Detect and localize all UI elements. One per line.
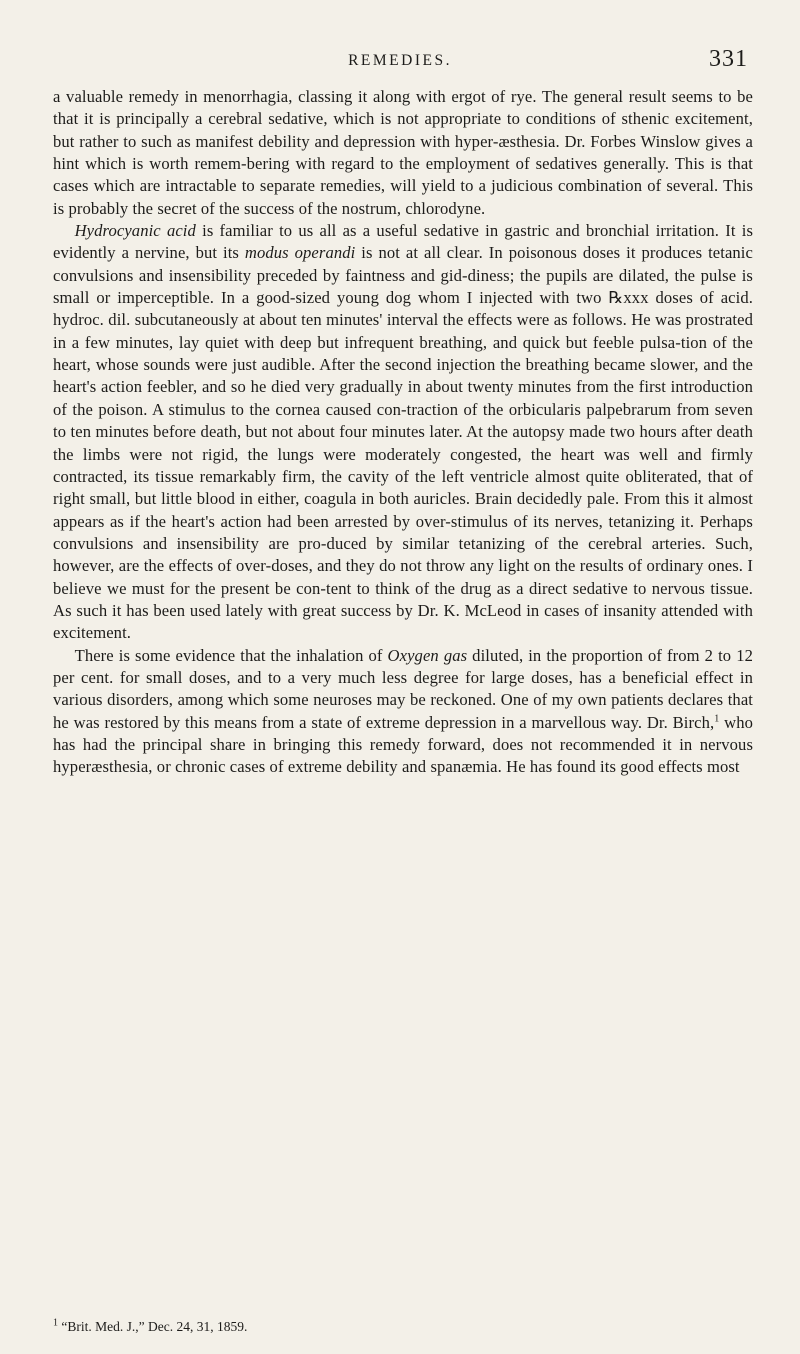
- paragraph-text: a valuable remedy in menorrhagia, classing it along with ergot of rye. The general result seems to be that it is principally a cerebral sedative, which is not appropriate to conditions of sthenic excitement, but rather to such as manifest debility and depression with hyper-æsthesia. Dr. Forbes Winslow gives a hint which is worth remem-bering with regard to the employment of sedatives generally. This is that cases which are intractable to separate remedies, will yield to a judicious combination of several. This is probably the secret of the success of the nostrum, chlorodyne.: [53, 87, 753, 218]
- paragraph-chlorodyne: [53, 86, 753, 220]
- term-hydrocyanic-acid: Hydrocyanic acid: [74, 221, 196, 241]
- paragraph-oxygen-gas: [53, 645, 753, 779]
- paragraph-text: There is some evidence that the inhalation of: [74, 645, 388, 665]
- footnote-text: “Brit. Med. J.,” Dec. 24, 31, 1859.: [61, 1319, 248, 1334]
- term-oxygen-gas: Oxygen gas: [387, 645, 468, 665]
- paragraph-text: is not at all clear. In poisonous doses it produces tetanic convulsions and insensibility preceded by faintness and gid-diness; the pupils are dilated, the pulse is small or imperceptible. In a good-sized young dog whom I injected with two ℞xxx doses of acid. hydroc. dil. subcutaneously at about ten minutes' interval the effects were as follows. He was prostrated in a few minutes, lay quiet with deep but infrequent breathing, and quick but feeble pulsa-tion of the heart, whose sounds were just audible. After the second injection the breathing became slower, and the heart's action feebler, and so he died very gradually in about twenty minutes from the first introduction of the poison. A stimulus to the cornea caused con-traction of the orbicularis palpebrarum from seven to ten minutes before death, but not about four minutes later. At the autopsy made two hours after death the limbs were not rigid, the lungs were moderately congested, the heart was well and firmly contracted, its tissue remarkably firm, the cavity of the left ventricle almost quite obliterated, that of right small, but little blood in either, coagula in both auricles. Brain decidedly pale. From this it almost appears as if the heart's action had been arrested by over-stimulus of its nerves, tetanizing it. Perhaps convulsions and insensibility are pro-duced by similar tetanizing of the cerebral arteries. Such, however, are the effects of over-doses, and they do not throw any light on the results of ordinary ones. I believe we must for the present be con-tent to think of the drug as a direct sedative to nervous tissue. As such it has been used lately with great success by Dr. K. McLeod in cases of insanity attended with excitement.: [53, 243, 753, 643]
- running-head: [0, 46, 800, 78]
- paragraph-text: diluted, in the proportion of from 2 to 12 per cent. for small doses, and to a very much less degree for large doses, has a beneficial effect in various disorders, among which some neuroses may be reckoned. One of my own patients declares that he was restored by this means from a state of extreme depression in a marvellous way. Dr. Birch,: [53, 645, 753, 732]
- footnote: [53, 1318, 753, 1336]
- paragraph-hydrocyanic-acid: [53, 220, 753, 645]
- paragraph-text: is familiar to us all as a useful sedative in gastric and bronchial irritation. It is evidently a nervine, but its: [53, 221, 753, 263]
- page-number: 331: [709, 46, 748, 72]
- footnote-marker: 1: [53, 1317, 58, 1329]
- body-text: [53, 86, 753, 779]
- term-modus-operandi: modus operandi: [244, 243, 356, 263]
- running-title: REMEDIES.: [348, 52, 452, 69]
- footnote-reference: 1: [714, 713, 720, 725]
- paragraph-text: who has had the principal share in bringing this remedy forward, does not recommended it in nervous hyperæsthesia, or chronic cases of extreme debility and spanæmia. He has found its good effects most: [53, 712, 753, 777]
